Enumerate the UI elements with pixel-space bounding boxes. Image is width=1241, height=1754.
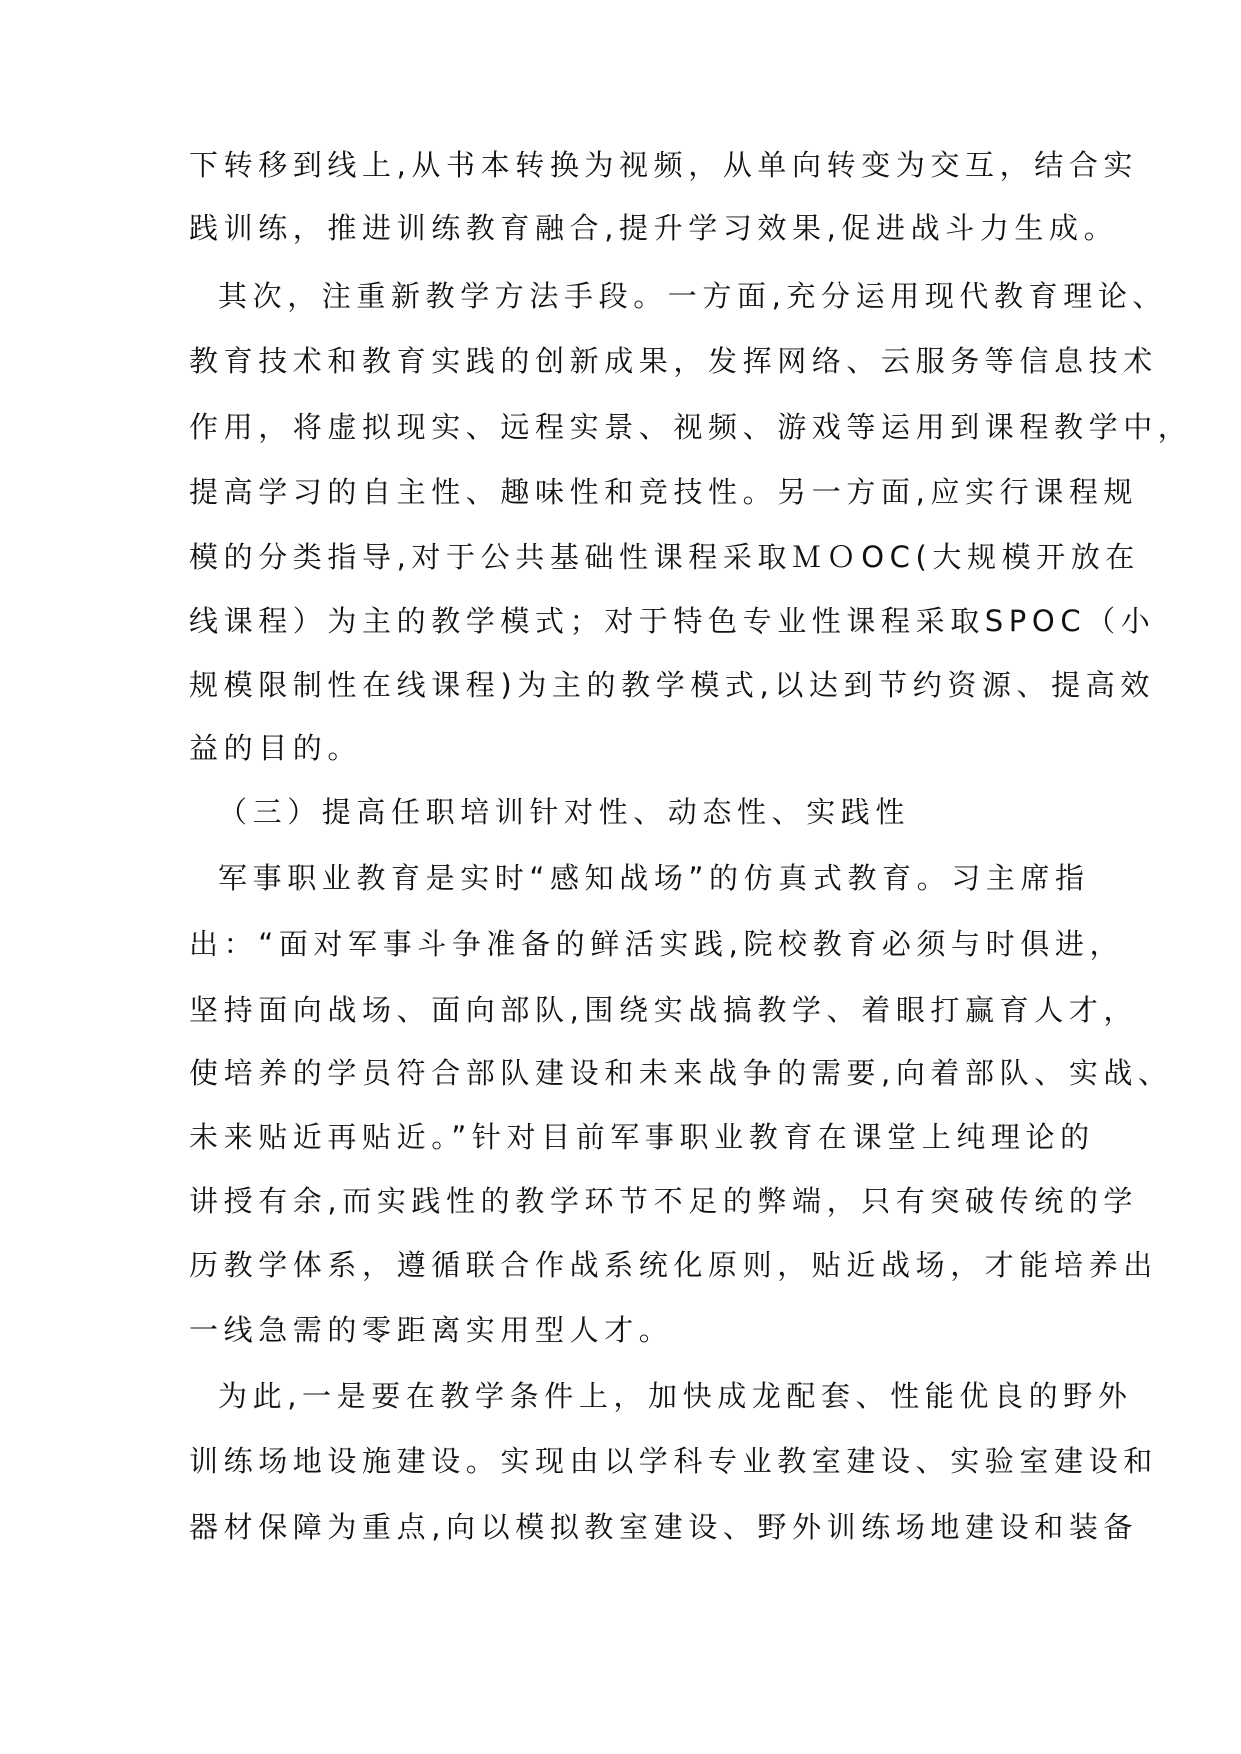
text-line-2: 践训练，推进训练教育融合,提升学习效果,促进战斗力生成。 — [189, 211, 1119, 245]
text-line-6: 提高学习的自主性、趣味性和竞技性。另一方面,应实行课程规 — [189, 475, 1139, 509]
text-line-13: 出：“面对军事斗争准备的鲜活实践,院校教育必须与时俱进， — [189, 927, 1125, 961]
text-line-20: 为此,一是要在教学条件上，加快成龙配套、性能优良的野外 — [218, 1379, 1133, 1413]
text-line-16: 未来贴近再贴近。”针对目前军事职业教育在课堂上纯理论的 — [189, 1120, 1095, 1154]
text-line-10: 益的目的。 — [189, 731, 363, 765]
text-line-5: 作用，将虚拟现实、远程实景、视频、游戏等运用到课程教学中， — [189, 410, 1193, 444]
section-heading: （三）提高任职培训针对性、动态性、实践性 — [218, 795, 911, 829]
text-line-3: 其次，注重新教学方法手段。一方面,充分运用现代教育理论、 — [218, 279, 1168, 313]
text-line-17: 讲授有余,而实践性的教学环节不足的弊端，只有突破传统的学 — [189, 1184, 1139, 1218]
text-line-7: 模的分类指导,对于公共基础性课程采取ＭＯOC(大规模开放在 — [189, 540, 1141, 574]
text-line-19: 一线急需的零距离实用型人才。 — [189, 1313, 674, 1347]
text-line-18: 历教学体系，遵循联合作战系统化原则，贴近战场，才能培养出 — [189, 1248, 1158, 1282]
text-line-14: 坚持面向战场、面向部队,围绕实战搞教学、着眼打赢育人才， — [189, 993, 1139, 1027]
text-line-1: 下转移到线上,从书本转换为视频，从单向转变为交互，结合实 — [189, 148, 1139, 182]
text-line-4: 教育技术和教育实践的创新成果，发挥网络、云服务等信息技术 — [189, 344, 1158, 378]
text-line-9: 规模限制性在线课程)为主的教学模式,以达到节约资源、提高效 — [189, 668, 1155, 702]
text-line-15: 使培养的学员符合部队建设和未来战争的需要,向着部队、实战、 — [189, 1056, 1173, 1090]
text-line-22: 器材保障为重点,向以模拟教室建设、野外训练场地建设和装备 — [189, 1510, 1139, 1544]
text-line-12: 军事职业教育是实时“感知战场”的仿真式教育。习主席指 — [218, 861, 1090, 895]
text-line-21: 训练场地设施建设。实现由以学科专业教室建设、实验室建设和 — [189, 1444, 1158, 1478]
text-line-8: 线课程）为主的教学模式；对于特色专业性课程采取SPOC（小 — [189, 604, 1156, 638]
